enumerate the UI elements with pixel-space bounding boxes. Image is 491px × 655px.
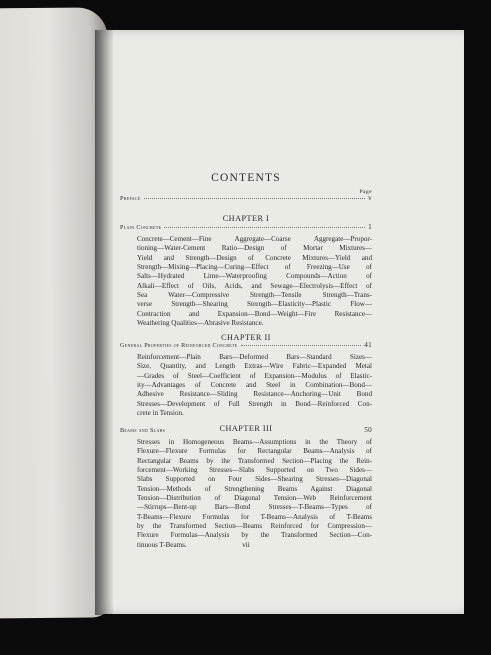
chapter-1-description [137,235,372,328]
contents-page [120,0,372,655]
entry-page: v [368,194,372,202]
dot-leader [241,345,362,346]
description-line: tioning—Water-Cement Ratio—Design of Mortar Mixtures— [137,244,372,253]
description-line: Salts—Hydrated Lime—Waterproofing Compounds—Action of [137,272,372,281]
description-line: T-Beams—Flexure Formulas for T-Beams—Analysis of T-Beams [137,512,372,521]
description-line: —Stirrups—Bent-up Bars—Bond Stresses—T-Beams—Types of [137,503,372,512]
chapter-3-description [137,438,372,550]
description-line: Stresses—Development of Full Strength in Bond—Reinforced Con- [137,399,372,408]
description-line: verse Strength—Shearing Strength—Elasticity—Plastic Flow— [137,300,372,309]
description-line: Flexure Formulas—Analysis by the Transformed Section—Con- [137,531,372,540]
description-line: Reinforcement—Plain Bars—Deformed Bars—Standard Sizes— [137,353,372,361]
description-line: ity—Advantages of Concrete and Steel in Combination—Bond— [137,381,372,390]
entry-title: Beams and Slabs [120,427,166,434]
description-line: Strength—Mixing—Placing—Curing—Effect of Freezing—Use of [137,263,372,272]
chapter-heading: CHAPTER II [221,333,271,342]
description-line: Stresses in Homogeneous Beams—Assumptions in the Theory of [137,438,372,446]
toc-entry-chapter-3[interactable] [120,426,372,436]
toc-entry-chapter-1[interactable] [120,223,372,233]
toc-entry-preface[interactable] [120,194,372,204]
description-line: Size, Quantity, and Length Extras—Wire Fabric—Expanded Metal [137,362,372,371]
dot-leader [144,198,366,199]
entry-page: 1 [368,223,372,231]
description-line: Slabs Supported on Four Sides—Shearing Stresses—Diagonal [137,475,372,484]
description-line: Concrete—Cement—Fine Aggregate—Coarse Aggregate—Propor- [137,235,372,243]
description-line: tinuous T-Beams. [137,540,187,549]
entry-title: Plain Concrete [120,224,162,231]
description-line: Contraction and Expansion—Bond—Weight—Fire Resistance— [137,309,372,318]
entry-page: 41 [364,341,372,349]
entry-page: 50 [364,426,372,434]
description-line: forcement—Working Stresses—Slabs Supported on Two Sides— [137,466,372,475]
page-number: vii [242,541,250,549]
toc-entry-chapter-2[interactable] [120,341,372,351]
description-line: Tension—Methods of Strengthening Beams Against Diagonal [137,484,372,493]
description-line: by the Transformed Section—Beams Reinforced for Compression— [137,522,372,531]
dot-leader [164,227,365,228]
description-line: crete in Tension. [137,409,184,418]
description-line: Tension—Distribution of Diagonal Tension—Web Reinforcement [137,494,372,503]
description-line: Flexure—Flexure Formulas for Rectangular Beams—Analysis of [137,447,372,456]
chapter-heading: CHAPTER I [222,214,270,223]
description-line: Weathering Qualities—Abrasive Resistance. [137,319,264,328]
page-title: CONTENTS [211,172,281,184]
chapter-2-description [137,353,372,418]
description-line: Rectangular Beams by the Transformed Section—Placing the Rein- [137,456,372,465]
description-line: Adhesive Resistance—Sliding Resistance—Anchoring—Unit Bond [137,390,372,399]
entry-title: Preface [120,195,141,202]
description-line: Sea Water—Compressive Strength—Tensile Strength—Trans- [137,291,372,300]
page-column-label: Page [359,189,372,195]
description-line: —Grades of Steel—Coefficient of Expansion—Modulus of Elastic- [137,371,372,380]
description-line: Alkali—Effect of Oils, Acids, and Sewage—Electrolysis—Effect of [137,281,372,290]
description-line: Yield and Strength—Design of Concrete Mixtures—Yield and [137,253,372,262]
book-gutter [95,30,113,615]
entry-title: General Properties of Reinforced Concrete [120,342,238,349]
chapter-heading: CHAPTER III [219,424,273,433]
